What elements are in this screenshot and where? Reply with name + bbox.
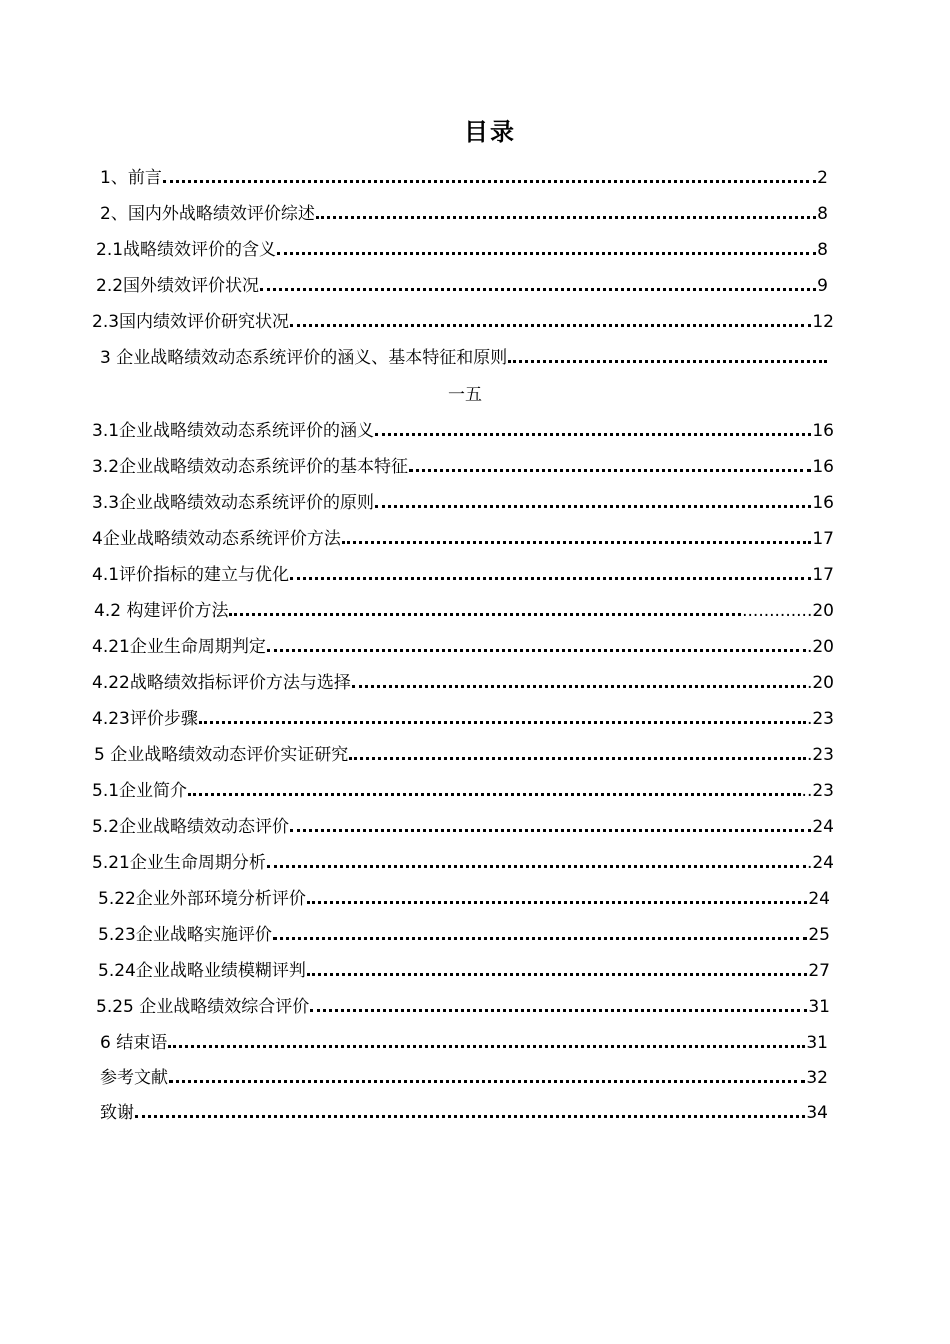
toc-leader-dots bbox=[307, 901, 808, 904]
toc-entry[interactable] bbox=[98, 887, 830, 911]
toc-entry[interactable] bbox=[98, 959, 830, 983]
toc-leader-dots bbox=[188, 793, 801, 796]
toc-entry[interactable] bbox=[92, 527, 834, 551]
toc-entry[interactable] bbox=[92, 635, 834, 659]
toc-leader-dots bbox=[277, 252, 816, 255]
toc-leader-dots bbox=[229, 613, 741, 616]
toc-entry[interactable] bbox=[92, 563, 834, 587]
toc-entry-label: 5.24企业战略业绩模糊评判 bbox=[98, 961, 306, 981]
toc-entry[interactable] bbox=[92, 779, 834, 803]
toc-entry-label: 5.25 企业战略绩效综合评价 bbox=[96, 997, 310, 1017]
toc-entry-page: 17 bbox=[812, 529, 834, 549]
toc-entry[interactable] bbox=[94, 743, 834, 767]
toc-entry-page: 16 bbox=[812, 421, 834, 441]
toc-entry-label: 2.2国外绩效评价状况 bbox=[96, 276, 260, 296]
toc-entry-label: 3.1企业战略绩效动态系统评价的涵义 bbox=[92, 421, 375, 441]
toc-leader-dots bbox=[307, 973, 808, 976]
toc-entry-page: 32 bbox=[806, 1068, 828, 1088]
toc-entry[interactable] bbox=[92, 851, 834, 875]
toc-entry-label: 1、前言 bbox=[100, 168, 162, 188]
toc-entry-page: 34 bbox=[806, 1103, 828, 1123]
toc-entry-label: 4.1评价指标的建立与优化 bbox=[92, 565, 290, 585]
toc-entry[interactable] bbox=[92, 310, 834, 334]
toc-entry-page: .24 bbox=[806, 853, 834, 873]
toc-leader-dots bbox=[267, 649, 806, 652]
toc-entry-label: 6 结束语 bbox=[100, 1033, 168, 1053]
toc-entry[interactable] bbox=[100, 202, 828, 226]
toc-entry[interactable] bbox=[96, 995, 830, 1019]
toc-leader-dots bbox=[168, 1045, 805, 1048]
toc-entry-page: 31 bbox=[808, 997, 830, 1017]
toc-leader-dots bbox=[273, 937, 808, 940]
toc-entry[interactable] bbox=[100, 1101, 828, 1125]
toc-leader-dots bbox=[267, 865, 806, 868]
toc-leader-dots bbox=[163, 180, 816, 183]
toc-entry-label: 5.1企业简介 bbox=[92, 781, 188, 801]
toc-entry[interactable] bbox=[92, 707, 834, 731]
toc-entry[interactable] bbox=[98, 923, 830, 947]
toc-entry-page: 17 bbox=[812, 565, 834, 585]
toc-entry-label: 4.22战略绩效指标评价方法与选择 bbox=[92, 673, 351, 693]
toc-entry-page: 24 bbox=[808, 889, 830, 909]
toc-leader-dots bbox=[316, 216, 816, 219]
toc-leader-dots bbox=[199, 721, 806, 724]
toc-entry[interactable] bbox=[100, 346, 828, 370]
toc-entry-page: .20 bbox=[806, 673, 834, 693]
toc-entry[interactable] bbox=[94, 599, 834, 623]
toc-entry-page: ..23 bbox=[801, 781, 834, 801]
toc-entry[interactable] bbox=[100, 1066, 828, 1090]
toc-entry-page: 8 bbox=[817, 240, 828, 260]
toc-entry[interactable] bbox=[96, 238, 828, 262]
toc-entry-page: 8 bbox=[817, 204, 828, 224]
toc-entry-page: .23 bbox=[806, 745, 834, 765]
toc-entry-label: 2.1战略绩效评价的含义 bbox=[96, 240, 277, 260]
toc-entry-label: 5.2企业战略绩效动态评价 bbox=[92, 817, 290, 837]
toc-entry-label: 5 企业战略绩效动态评价实证研究 bbox=[94, 745, 349, 765]
toc-leader-dots bbox=[169, 1080, 805, 1083]
toc-entry-label: 5.22企业外部环境分析评价 bbox=[98, 889, 306, 909]
toc-entry[interactable] bbox=[100, 166, 828, 190]
toc-entry-page: 16 bbox=[812, 457, 834, 477]
toc-entry-label: 3.2企业战略绩效动态系统评价的基本特征 bbox=[92, 457, 409, 477]
toc-entry-page: 9 bbox=[817, 276, 828, 296]
toc-entry-page: 31 bbox=[806, 1033, 828, 1053]
toc-leader-dots bbox=[352, 685, 806, 688]
toc-entry[interactable] bbox=[92, 455, 834, 479]
toc-leader-dots bbox=[375, 433, 811, 436]
toc-leader-dots bbox=[135, 1115, 805, 1118]
toc-entry-label: 5.23企业战略实施评价 bbox=[98, 925, 272, 945]
page-title: 目录 bbox=[464, 118, 516, 146]
toc-leader-dots bbox=[342, 541, 812, 544]
toc-entry-label: 致谢 bbox=[100, 1103, 134, 1123]
toc-entry-page: .20 bbox=[806, 637, 834, 657]
toc-entry-page: 2 bbox=[817, 168, 828, 188]
toc-leader-dots bbox=[290, 324, 811, 327]
toc-leader-dots bbox=[290, 829, 811, 832]
toc-entry-label: 2、国内外战略绩效评价综述 bbox=[100, 204, 315, 224]
toc-entry-page: .23 bbox=[806, 709, 834, 729]
toc-entry-page: 25 bbox=[808, 925, 830, 945]
toc-entry-label: 4.2 构建评价方法 bbox=[94, 601, 229, 621]
toc-entry[interactable] bbox=[96, 274, 828, 298]
toc-leader-dots bbox=[508, 360, 827, 363]
toc-leader-dots bbox=[290, 577, 811, 580]
toc-entry[interactable] bbox=[100, 1031, 828, 1055]
toc-entry-label: 4企业战略绩效动态系统评价方法 bbox=[92, 529, 341, 549]
toc-leader-dots bbox=[349, 757, 806, 760]
toc-entry-label: 4.21企业生命周期判定 bbox=[92, 637, 266, 657]
toc-entry-page: .............20 bbox=[742, 601, 834, 621]
toc-entry-label: 参考文献 bbox=[100, 1068, 168, 1088]
toc-entry-label: 3 企业战略绩效动态系统评价的涵义、基本特征和原则 bbox=[100, 348, 508, 368]
toc-entry-label: 5.21企业生命周期分析 bbox=[92, 853, 266, 873]
toc-entry-label: 4.23评价步骤 bbox=[92, 709, 198, 729]
toc-entry[interactable] bbox=[92, 815, 834, 839]
toc-entry-page: 16 bbox=[812, 493, 834, 513]
toc-entry-page: 27 bbox=[808, 961, 830, 981]
toc-entry[interactable] bbox=[92, 491, 834, 515]
toc-entry-label: 3.3企业战略绩效动态系统评价的原则 bbox=[92, 493, 375, 513]
toc-leader-dots bbox=[260, 288, 816, 291]
toc-leader-dots bbox=[310, 1009, 807, 1012]
toc-entry-label: 2.3国内绩效评价研究状况 bbox=[92, 312, 290, 332]
toc-entry-page: 12 bbox=[812, 312, 834, 332]
toc-entry[interactable] bbox=[92, 419, 834, 443]
toc-entry-page: 24 bbox=[812, 817, 834, 837]
toc-entry[interactable] bbox=[92, 671, 834, 695]
toc-leader-dots bbox=[409, 469, 811, 472]
toc-leader-dots bbox=[375, 505, 811, 508]
toc-continuation-page: 一五 bbox=[448, 385, 482, 405]
